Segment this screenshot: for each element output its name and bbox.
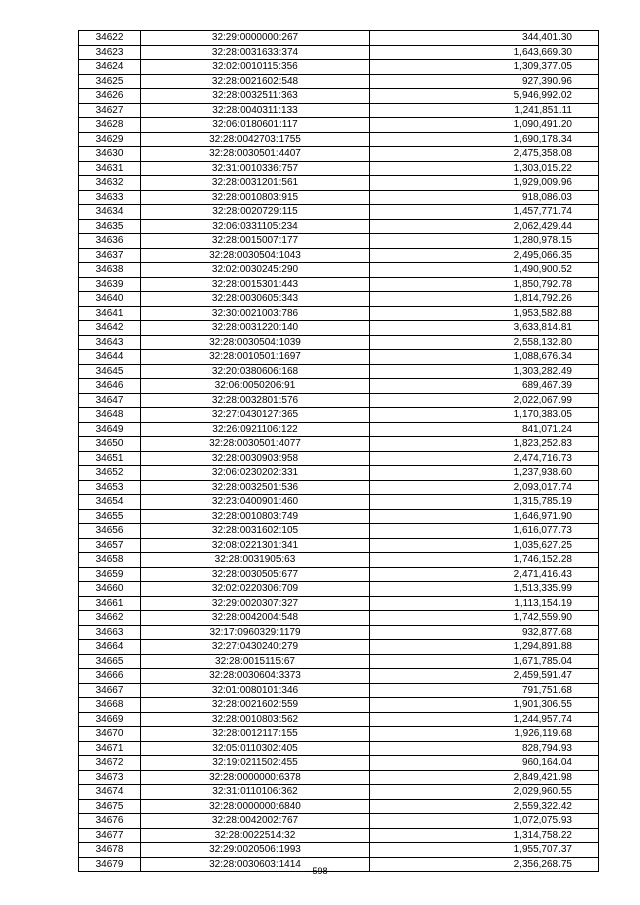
value-cell: 1,616,077.73	[370, 524, 599, 539]
table-row	[79, 205, 599, 220]
table-row	[79, 118, 599, 133]
value-cell: 2,062,429.44	[370, 219, 599, 234]
table-row	[79, 770, 599, 785]
row-number-cell: 34635	[79, 219, 141, 234]
value-cell: 2,029,960.55	[370, 785, 599, 800]
row-number-cell: 34667	[79, 683, 141, 698]
row-number-cell: 34661	[79, 596, 141, 611]
cadastral-number-cell: 32:28:0031201:561	[141, 176, 370, 191]
value-cell: 1,457,771.74	[370, 205, 599, 220]
table-row	[79, 60, 599, 75]
cadastral-number-cell: 32:28:0021602:548	[141, 74, 370, 89]
cadastral-number-cell: 32:28:0030603:1414	[141, 857, 370, 872]
cadastral-number-cell: 32:28:0021602:559	[141, 698, 370, 713]
table-row	[79, 190, 599, 205]
row-number-cell: 34651	[79, 451, 141, 466]
row-number-cell: 34644	[79, 350, 141, 365]
table-row	[79, 524, 599, 539]
cadastral-number-cell: 32:17:0960329:1179	[141, 625, 370, 640]
table-row	[79, 335, 599, 350]
value-cell: 1,746,152.28	[370, 553, 599, 568]
table-row	[79, 567, 599, 582]
table-row	[79, 466, 599, 481]
cadastral-number-cell: 32:20:0380606:168	[141, 364, 370, 379]
table-row	[79, 161, 599, 176]
row-number-cell: 34634	[79, 205, 141, 220]
value-cell: 1,315,785.19	[370, 495, 599, 510]
cadastral-number-cell: 32:05:0110302:405	[141, 741, 370, 756]
row-number-cell: 34673	[79, 770, 141, 785]
value-cell: 1,072,075.93	[370, 814, 599, 829]
value-cell: 960,164.04	[370, 756, 599, 771]
table-row	[79, 741, 599, 756]
table-row	[79, 509, 599, 524]
value-cell: 1,303,015.22	[370, 161, 599, 176]
cadastral-number-cell: 32:27:0430240:279	[141, 640, 370, 655]
row-number-cell: 34656	[79, 524, 141, 539]
row-number-cell: 34662	[79, 611, 141, 626]
table-row	[79, 698, 599, 713]
value-cell: 2,093,017.74	[370, 480, 599, 495]
cadastral-number-cell: 32:28:0030505:677	[141, 567, 370, 582]
table-row	[79, 234, 599, 249]
table-row	[79, 756, 599, 771]
value-cell: 1,490,900.52	[370, 263, 599, 278]
table-row	[79, 611, 599, 626]
cadastral-number-cell: 32:02:0030245:290	[141, 263, 370, 278]
row-number-cell: 34658	[79, 553, 141, 568]
value-cell: 2,022,067.99	[370, 393, 599, 408]
cadastral-number-cell: 32:28:0042002:767	[141, 814, 370, 829]
table-row	[79, 422, 599, 437]
cadastral-number-cell: 32:28:0010803:749	[141, 509, 370, 524]
value-cell: 2,356,268.75	[370, 857, 599, 872]
table-row	[79, 582, 599, 597]
value-cell: 1,303,282.49	[370, 364, 599, 379]
row-number-cell: 34642	[79, 321, 141, 336]
table-row	[79, 683, 599, 698]
row-number-cell: 34645	[79, 364, 141, 379]
cadastral-number-cell: 32:29:0000000:267	[141, 31, 370, 46]
row-number-cell: 34676	[79, 814, 141, 829]
value-cell: 918,086.03	[370, 190, 599, 205]
table-row	[79, 640, 599, 655]
cadastral-number-cell: 32:23:0400901:460	[141, 495, 370, 510]
row-number-cell: 34669	[79, 712, 141, 727]
cadastral-number-cell: 32:27:0430127:365	[141, 408, 370, 423]
cadastral-number-cell: 32:28:0030604:3373	[141, 669, 370, 684]
table-row	[79, 321, 599, 336]
cadastral-number-cell: 32:28:0010501:1697	[141, 350, 370, 365]
row-number-cell: 34660	[79, 582, 141, 597]
cadastral-number-cell: 32:28:0010803:915	[141, 190, 370, 205]
row-number-cell: 34622	[79, 31, 141, 46]
cadastral-value-table	[78, 30, 599, 872]
table-row	[79, 727, 599, 742]
row-number-cell: 34640	[79, 292, 141, 307]
table-row	[79, 495, 599, 510]
table-row	[79, 785, 599, 800]
value-cell: 1,953,582.88	[370, 306, 599, 321]
value-cell: 344,401.30	[370, 31, 599, 46]
cadastral-number-cell: 32:28:0042703:1755	[141, 132, 370, 147]
value-cell: 791,751.68	[370, 683, 599, 698]
table-row	[79, 31, 599, 46]
table-row	[79, 176, 599, 191]
value-cell: 1,513,335.99	[370, 582, 599, 597]
value-cell: 1,088,676.34	[370, 350, 599, 365]
value-cell: 1,646,971.90	[370, 509, 599, 524]
value-cell: 2,475,358.08	[370, 147, 599, 162]
value-cell: 1,823,252.83	[370, 437, 599, 452]
table-row	[79, 553, 599, 568]
table-body	[79, 31, 599, 872]
cadastral-number-cell: 32:31:0110106:362	[141, 785, 370, 800]
value-cell: 3,633,814.81	[370, 321, 599, 336]
row-number-cell: 34671	[79, 741, 141, 756]
row-number-cell: 34678	[79, 843, 141, 858]
row-number-cell: 34639	[79, 277, 141, 292]
cadastral-number-cell: 32:28:0000000:6840	[141, 799, 370, 814]
table-row	[79, 843, 599, 858]
cadastral-number-cell: 32:28:0031220:140	[141, 321, 370, 336]
row-number-cell: 34655	[79, 509, 141, 524]
value-cell: 1,850,792.78	[370, 277, 599, 292]
row-number-cell: 34670	[79, 727, 141, 742]
table-row	[79, 712, 599, 727]
table-row	[79, 393, 599, 408]
row-number-cell: 34625	[79, 74, 141, 89]
value-cell: 1,901,306.55	[370, 698, 599, 713]
cadastral-number-cell: 32:29:0020506:1993	[141, 843, 370, 858]
table-row	[79, 379, 599, 394]
value-cell: 1,090,491.20	[370, 118, 599, 133]
row-number-cell: 34633	[79, 190, 141, 205]
row-number-cell: 34679	[79, 857, 141, 872]
cadastral-number-cell: 32:28:0030903:958	[141, 451, 370, 466]
row-number-cell: 34668	[79, 698, 141, 713]
row-number-cell: 34649	[79, 422, 141, 437]
row-number-cell: 34675	[79, 799, 141, 814]
cadastral-number-cell: 32:06:0050206:91	[141, 379, 370, 394]
value-cell: 2,559,322.42	[370, 799, 599, 814]
row-number-cell: 34636	[79, 234, 141, 249]
value-cell: 1,280,978.15	[370, 234, 599, 249]
row-number-cell: 34652	[79, 466, 141, 481]
table-row	[79, 132, 599, 147]
cadastral-number-cell: 32:28:0012117:155	[141, 727, 370, 742]
row-number-cell: 34643	[79, 335, 141, 350]
cadastral-number-cell: 32:28:0015007:177	[141, 234, 370, 249]
cadastral-number-cell: 32:28:0022514:32	[141, 828, 370, 843]
table-row	[79, 89, 599, 104]
table-row	[79, 74, 599, 89]
cadastral-number-cell: 32:28:0031633:374	[141, 45, 370, 60]
table-row	[79, 799, 599, 814]
row-number-cell: 34638	[79, 263, 141, 278]
row-number-cell: 34665	[79, 654, 141, 669]
cadastral-number-cell: 32:28:0015301:443	[141, 277, 370, 292]
cadastral-number-cell: 32:28:0020729:115	[141, 205, 370, 220]
table-row	[79, 437, 599, 452]
table-row	[79, 103, 599, 118]
cadastral-number-cell: 32:28:0030501:4077	[141, 437, 370, 452]
row-number-cell: 34674	[79, 785, 141, 800]
cadastral-number-cell: 32:28:0010803:562	[141, 712, 370, 727]
value-cell: 1,314,758.22	[370, 828, 599, 843]
row-number-cell: 34629	[79, 132, 141, 147]
cadastral-number-cell: 32:28:0032501:536	[141, 480, 370, 495]
row-number-cell: 34632	[79, 176, 141, 191]
value-cell: 1,926,119.68	[370, 727, 599, 742]
row-number-cell: 34647	[79, 393, 141, 408]
value-cell: 1,814,792.26	[370, 292, 599, 307]
row-number-cell: 34664	[79, 640, 141, 655]
row-number-cell: 34657	[79, 538, 141, 553]
table-row	[79, 248, 599, 263]
table-row	[79, 306, 599, 321]
table-row	[79, 364, 599, 379]
cadastral-number-cell: 32:28:0042004:548	[141, 611, 370, 626]
value-cell: 1,643,669.30	[370, 45, 599, 60]
table-row	[79, 408, 599, 423]
table-row	[79, 625, 599, 640]
row-number-cell: 34631	[79, 161, 141, 176]
table-row	[79, 219, 599, 234]
value-cell: 2,471,416.43	[370, 567, 599, 582]
cadastral-number-cell: 32:28:0032801:576	[141, 393, 370, 408]
value-cell: 1,309,377.05	[370, 60, 599, 75]
row-number-cell: 34654	[79, 495, 141, 510]
table-row	[79, 669, 599, 684]
value-cell: 2,474,716.73	[370, 451, 599, 466]
table-row	[79, 828, 599, 843]
row-number-cell: 34672	[79, 756, 141, 771]
cadastral-number-cell: 32:28:0030504:1039	[141, 335, 370, 350]
table-row	[79, 263, 599, 278]
row-number-cell: 34628	[79, 118, 141, 133]
row-number-cell: 34650	[79, 437, 141, 452]
value-cell: 1,113,154.19	[370, 596, 599, 611]
value-cell: 689,467.39	[370, 379, 599, 394]
table-row	[79, 596, 599, 611]
row-number-cell: 34659	[79, 567, 141, 582]
cadastral-number-cell: 32:26:0921106:122	[141, 422, 370, 437]
page-number: - 598 -	[306, 866, 333, 876]
value-cell: 2,558,132.80	[370, 335, 599, 350]
cadastral-number-cell: 32:31:0010336:757	[141, 161, 370, 176]
value-cell: 828,794.93	[370, 741, 599, 756]
table-row	[79, 147, 599, 162]
cadastral-number-cell: 32:06:0230202:331	[141, 466, 370, 481]
cadastral-number-cell: 32:06:0180601:117	[141, 118, 370, 133]
table-row	[79, 480, 599, 495]
table-row	[79, 277, 599, 292]
row-number-cell: 34623	[79, 45, 141, 60]
table-row	[79, 45, 599, 60]
row-number-cell: 34666	[79, 669, 141, 684]
cadastral-number-cell: 32:28:0031602:105	[141, 524, 370, 539]
cadastral-number-cell: 32:29:0020307:327	[141, 596, 370, 611]
value-cell: 1,671,785.04	[370, 654, 599, 669]
cadastral-number-cell: 32:28:0030605:343	[141, 292, 370, 307]
value-cell: 2,459,591.47	[370, 669, 599, 684]
cadastral-number-cell: 32:02:0010115:356	[141, 60, 370, 75]
row-number-cell: 34677	[79, 828, 141, 843]
row-number-cell: 34624	[79, 60, 141, 75]
cadastral-number-cell: 32:02:0220306:709	[141, 582, 370, 597]
value-cell: 1,241,851.11	[370, 103, 599, 118]
cadastral-number-cell: 32:28:0040311:133	[141, 103, 370, 118]
cadastral-number-cell: 32:08:0221301:341	[141, 538, 370, 553]
value-cell: 2,495,066.35	[370, 248, 599, 263]
cadastral-number-cell: 32:28:0015115:67	[141, 654, 370, 669]
value-cell: 2,849,421.98	[370, 770, 599, 785]
value-cell: 1,929,009.96	[370, 176, 599, 191]
table-row	[79, 814, 599, 829]
row-number-cell: 34627	[79, 103, 141, 118]
row-number-cell: 34641	[79, 306, 141, 321]
value-cell: 1,237,938.60	[370, 466, 599, 481]
value-cell: 1,294,891.88	[370, 640, 599, 655]
cadastral-number-cell: 32:28:0030504:1043	[141, 248, 370, 263]
cadastral-number-cell: 32:30:0021003:786	[141, 306, 370, 321]
row-number-cell: 34646	[79, 379, 141, 394]
row-number-cell: 34663	[79, 625, 141, 640]
table-row	[79, 654, 599, 669]
row-number-cell: 34630	[79, 147, 141, 162]
value-cell: 927,390.96	[370, 74, 599, 89]
value-cell: 1,170,383.05	[370, 408, 599, 423]
value-cell: 1,690,178.34	[370, 132, 599, 147]
table-row	[79, 538, 599, 553]
cadastral-number-cell: 32:01:0080101:346	[141, 683, 370, 698]
value-cell: 841,071.24	[370, 422, 599, 437]
value-cell: 1,244,957.74	[370, 712, 599, 727]
row-number-cell: 34648	[79, 408, 141, 423]
table-row	[79, 350, 599, 365]
cadastral-number-cell: 32:28:0031905:63	[141, 553, 370, 568]
cadastral-number-cell: 32:19:0211502:455	[141, 756, 370, 771]
row-number-cell: 34637	[79, 248, 141, 263]
cadastral-number-cell: 32:28:0000000:6378	[141, 770, 370, 785]
cadastral-number-cell: 32:06:0331105:234	[141, 219, 370, 234]
value-cell: 1,742,559.90	[370, 611, 599, 626]
cadastral-number-cell: 32:28:0032511:363	[141, 89, 370, 104]
value-cell: 932,877.68	[370, 625, 599, 640]
cadastral-number-cell: 32:28:0030501:4407	[141, 147, 370, 162]
value-cell: 5,946,992.02	[370, 89, 599, 104]
row-number-cell: 34626	[79, 89, 141, 104]
value-cell: 1,035,627.25	[370, 538, 599, 553]
value-cell: 1,955,707.37	[370, 843, 599, 858]
row-number-cell: 34653	[79, 480, 141, 495]
table-row	[79, 451, 599, 466]
table-row	[79, 292, 599, 307]
